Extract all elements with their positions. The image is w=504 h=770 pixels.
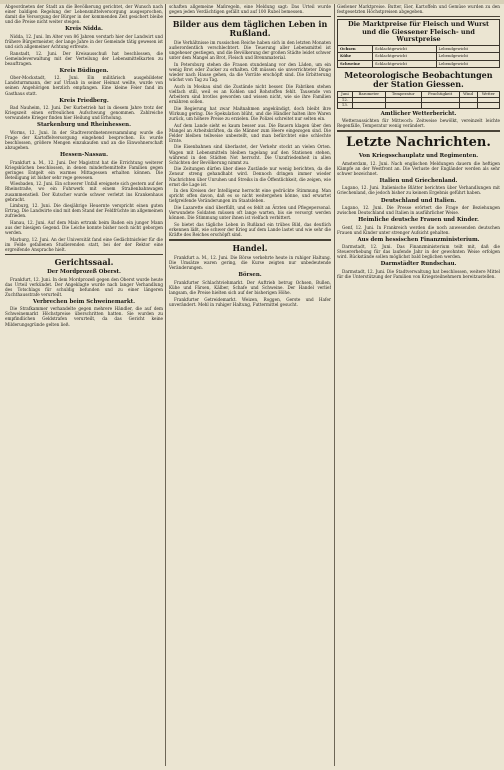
article-text: Lugano, 12. Juni. Italienische Blätter berichten über Verhandlungen mit Griechenland, die jedoch bisher zu keinem Ergebnis geführt haben. xyxy=(337,185,500,196)
article-text: Die Regierung hat zwar Maßnahmen angekündigt, doch bleibt ihre Wirkung gering. Die Spekulation blüht, und die Händler halten ihre Waren zurück, um höhere Preise zu erzielen. Die Polizei schreitet nur selten ein. xyxy=(169,105,331,121)
column-2 xyxy=(169,4,331,766)
table-cell: Schweine xyxy=(340,60,361,66)
article-text: Limburg, 12. Juni. Die diesjährige Heuernte verspricht einen guten Ertrag. Die Landwirte sind mit dem Stand der Feldfrüchte im allgemeinen zufrieden. xyxy=(5,203,163,219)
subhead-darmstadt: Darmstädter Rundschau. xyxy=(380,261,457,268)
table-row xyxy=(338,60,499,68)
column-1 xyxy=(5,4,163,766)
table-cell: Juni xyxy=(338,92,353,97)
section-kreis-nidda: Kreis Nidda. xyxy=(65,26,103,33)
marktpreise-heading: Die Marktpreise für Fleisch und Wurst und die Giessener Fleisch- und Wurstpreise xyxy=(347,20,490,44)
section-divider xyxy=(337,16,500,17)
article-text: Darmstadt, 12. Juni. Die Stadtverwaltung hat beschlossen, weitere Mittel für die Unterstützung der Familien von Kriegsteilnehmern bereitzustellen. xyxy=(337,268,500,279)
article-text: Wiesbaden, 12. Juni. Ein schwerer Unfall ereignete sich gestern auf der Rheinstraße, wo ein Fuhrwerk mit einem Straßenbahnwagen zusammenstieß. Der Kutscher wurde schwer verletzt ins Krankenhaus gebracht. xyxy=(5,181,163,202)
article-text: Auch in Moskau sind die Zustände nicht besser. Die Fabriken stehen vielfach still, weil es an Kohlen und Rohstoffen fehlt. Tausende von Arbeitern sind brotlos geworden und wissen nicht, wie sie ihre Familien ernähren sollen. xyxy=(169,83,331,105)
table-row xyxy=(338,45,499,53)
letzte-nachrichten-heading: Letzte Nachrichten. xyxy=(346,135,491,151)
article-text: Frankfurt a. M., 12. Juni. Der Magistrat hat die Errichtung weiterer Kriegsküchen beschlossen, in denen minderbemittelte Familien gegen geringes Entgelt ein warmes Mittagessen erhalten können. Die Beteiligung ist bisher sehr rege gewesen. xyxy=(5,159,163,180)
column-3 xyxy=(337,4,500,766)
table-row xyxy=(338,103,500,108)
section-starkenburg: Starkenburg und Rheinhessen. xyxy=(37,122,131,129)
table-cell: 12. xyxy=(338,97,353,102)
section-kreis-friedberg: Kreis Friedberg. xyxy=(59,97,109,104)
table-cell: Wind xyxy=(459,92,477,97)
article-text: Die Eisenbahnen sind überlastet, der Verkehr stockt an vielen Orten. Wagen mit Lebensmitteln bleiben tagelang auf den Stationen stehen, während in den Städten Not herrscht. Die Unzufriedenheit in allen Schichten der Bevölkerung nimmt zu. xyxy=(169,144,331,165)
article-text: Worms, 12. Juni. In der Stadtverordnetenversammlung wurde die Frage der Kartoffelversorgung eingehend besprochen. Es wurde beschlossen, größere Mengen einzukaufen und an die Einwohnerschaft abzugeben. xyxy=(5,129,163,150)
table-cell xyxy=(421,103,459,108)
marktpreise-table xyxy=(337,19,500,68)
article-text: Die Zeitungen dürfen über diese Zustände nur wenig berichten, da die Zensur streng gehandhabt wird. Dennoch dringen immer wieder Nachrichten über Unruhen und Streiks in die Öffentlichkeit, die zeigen, wie ernst die Lage ist. xyxy=(169,166,331,187)
article-text: Marburg, 12. Juni. An der Universität fand eine Gedächtnisfeier für die im Felde gefallenen Studierenden statt, bei der der Rektor eine ergreifende Ansprache hielt. xyxy=(5,236,163,252)
table-cell xyxy=(352,103,385,108)
table-cell: Lebendgewicht xyxy=(436,46,500,53)
table-cell: Temperatur xyxy=(385,92,421,97)
article-text: In Petersburg stehen die Frauen stundenlang vor den Läden, um ein wenig Brot oder Zucker zu erhalten. Oft müssen sie unverrichteter Dinge wieder nach Hause gehen, da die Vorräte erschöpft sind. Die Erbitterung wächst von Tag zu Tag. xyxy=(169,62,331,83)
table-cell: Wetter xyxy=(477,92,499,97)
table-cell: 13. xyxy=(338,103,353,108)
section-gerichtssaal: Gerichtssaal. xyxy=(54,257,114,268)
table-cell: Schlachtgewicht xyxy=(372,46,436,53)
article-text: Frankfurter Schlachtviehmarkt. Der Auftrieb betrug Ochsen, Bullen, Kühe und Färsen, Kälber, Schafe und Schweine. Der Handel verlief langsam, die Preise hielten sich auf der bisherigen Höhe. xyxy=(169,279,331,295)
table-row xyxy=(338,52,499,60)
article-text: Amsterdam, 12. Juni. Nach englischen Meldungen dauern die heftigen Kämpfe an der Westfront an. Die Verluste der Engländer werden als sehr schwer bezeichnet. xyxy=(337,160,500,176)
article-text: Genf, 12. Juni. In Frankreich werden die noch anwesenden deutschen Frauen und Kinder unter strenger Aufsicht gehalten. xyxy=(337,224,500,235)
table-cell: Lebendgewicht xyxy=(436,61,500,68)
article-text: Wetteraussichten für Mittwoch: Zeitweise bewölkt, vereinzelt leichte Regenfälle, Temperatur wenig verändert. xyxy=(337,118,500,129)
article-text: Abgeordneten der Stadt an die Bevölkerung gerichtet, der Wunsch nach einer baldigen Regelung der Lebensmittelversorgung ausgesprochen, damit die Versorgung der Bürger in der kommenden Zeit gesichert bleibe und die Preise nicht weiter steigen. xyxy=(5,4,163,25)
article-text: Frankfurt, 12. Juni. In dem Mordprozeß gegen den Oberst wurde heute das Urteil verkündet. Der Angeklagte wurde nach langer Verhandlung des Totschlags für schuldig befunden und zu einer längeren Zuchthausstrafe verurteilt. xyxy=(5,276,163,297)
wasserstand-heading: Amtlicher Wetterbericht. xyxy=(380,110,457,117)
article-text: Lugano, 12. Juni. Die Presse erörtert die Frage der Beziehungen zwischen Deutschland und Italien in ausführlicher Weise. xyxy=(337,204,500,216)
subhead-boersen: Börsen. xyxy=(238,272,262,279)
subhead-verbrechen: Verbrechen beim Schweinemarkt. xyxy=(33,298,135,305)
subhead-mordprozess: Der Mordprozeß Oberst. xyxy=(47,269,121,276)
table-cell xyxy=(477,103,499,108)
meteo-heading: Meteorologische Beobachtungen der Station Giessen. xyxy=(344,70,493,90)
article-text: Ober-Mockstadt, 12. Juni. Ein militärisch ausgebildeter Landsturmmann, der auf Urlaub in seiner Heimat weilte, wurde von seinen Angehörigen herzlich empfangen. Eine kleine Feier fand im Gasthaus statt. xyxy=(5,75,163,96)
table-cell: Schlachtgewicht xyxy=(372,61,436,68)
article-text: Hanau, 12. Juni. Auf dem Main ertrank beim Baden ein junger Mann aus der hiesigen Gegend. Die Leiche konnte bisher noch nicht geborgen werden. xyxy=(5,220,163,236)
meteo-table xyxy=(337,91,500,108)
table-cell xyxy=(459,103,477,108)
subhead-kriegsschauplatz: Von Kriegsschauplatz und Regimenten. xyxy=(358,153,479,160)
table-cell: Schlachtgewicht xyxy=(372,53,436,60)
table-cell: Feuchtigkeit xyxy=(421,92,459,97)
article-text: Auf dem Lande sieht es kaum besser aus. Die Bauern klagen über den Mangel an Arbeitskräften, da die Männer zum Heere eingezogen sind. Die Felder bleiben teilweise unbestellt, und man befürchtet eine schlechte Ernte. xyxy=(169,122,331,143)
section-divider xyxy=(169,16,331,17)
table-cell: Barometer xyxy=(352,92,385,97)
article-text: Die Verhältnisse im russischen Reiche haben sich in den letzten Monaten außerordentlich verschlechtert. Die Teuerung aller Lebensmittel ist ungeheuer gestiegen, und die Bevölkerung der großen Städte leidet schwer unter dem Mangel an Brot, Fleisch und Brennmaterial. xyxy=(169,40,331,61)
table-cell xyxy=(385,103,421,108)
article-text: Frankfurt a. M., 12. Juni. Die Börse verkehrte heute in ruhiger Haltung. Die Umsätze waren gering, die Kurse zeigten nur unbedeutende Veränderungen. xyxy=(169,255,331,271)
section-divider xyxy=(5,254,163,255)
article-text: In den Kreisen der Intelligenz herrscht eine gedrückte Stimmung. Man spricht offen davon, daß es so nicht weitergehen könne, und erwartet tiefgreifende Veränderungen im Staatsleben. xyxy=(169,188,331,204)
article-text: schaften allgemeine Maßregeln, eine Meldung sagt: Das Urteil wurde gegen jeden Verdächtigen gefällt und auf 100 Rubel bemessen. xyxy=(169,4,331,15)
section-divider xyxy=(337,130,500,132)
article-text: Gießener Marktpreise. Butter, Eier, Kartoffeln und Gemüse wurden zu den festgesetzten Höchstpreisen abgegeben. xyxy=(337,4,500,15)
subhead-italien: Italien und Griechenland. xyxy=(379,177,458,184)
article-text: Bad Nauheim, 12. Juni. Der Kurbetrieb hat in diesem Jahre trotz der Kriegszeit einen erfreulichen Aufschwung genommen. Zahlreiche verwundete Krieger finden hier Heilung und Erholung. xyxy=(5,105,163,121)
table-cell: Kühe xyxy=(340,53,352,59)
heading-bilder-russland: Bilder aus dem täglichen Leben in Rußland. xyxy=(172,19,328,39)
section-divider xyxy=(169,239,331,241)
subhead-hessische: Aus dem hessischen Finanzministerium. xyxy=(357,236,480,243)
subhead-frankreich: Heimliche deutsche Frauen und Kinder. xyxy=(358,217,479,224)
article-text: So bietet das tägliche Leben in Rußland ein trübes Bild, das deutlich erkennen läßt, wie schwer der Krieg auf dem Lande lastet und wie sehr die Kräfte des Reiches erschöpft sind. xyxy=(169,221,331,237)
column-rule xyxy=(334,4,335,766)
article-text: Ranstadt, 12. Juni. Der Kreisausschuß hat beschlossen, die Gemeindeverwaltung mit der Verteilung der Lebensmittelkarten zu beauftragen. xyxy=(5,50,163,66)
subhead-deutschland: Deutschland und Italien. xyxy=(380,197,457,204)
column-rule xyxy=(165,4,166,766)
article-text: Die Strafkammer verhandelte gegen mehrere Händler, die auf dem Schweinemarkt Höchstpreise überschritten hatten. Sie wurden zu empfindlichen Geldstrafen verurteilt, da das Gericht keine Milderungsgründe gelten ließ. xyxy=(5,306,163,327)
heading-handel: Handel. xyxy=(232,243,268,254)
article-text: Darmstadt, 12. Juni. Das Finanzministerium teilt mit, daß die Steuererhebung für das laufende Jahr in der gewohnten Weise erfolgen wird. Rückstände sollen möglichst bald beglichen werden. xyxy=(337,244,500,260)
table-cell: Ochsen xyxy=(340,45,356,51)
article-text: Frankfurter Getreidemarkt. Weizen, Roggen, Gerste und Hafer unverändert. Mehl in ruhiger Haltung, Futtermittel gesucht. xyxy=(169,296,331,307)
article-text: Die Lazarette sind überfüllt, und es fehlt an Ärzten und Pflegepersonal. Verwundete Soldaten müssen oft lange warten, bis sie versorgt werden können. Die Stimmung unter ihnen ist vielfach verbittert. xyxy=(169,205,331,221)
table-cell: Lebendgewicht xyxy=(436,53,500,60)
section-hessen-nassau: Hessen-Nassau. xyxy=(60,152,108,159)
article-text: Nidda, 12. Juni. Im Alter von 86 Jahren verstarb hier der Landwirt und frühere Bürgermeister, der lange Jahre in der Gemeinde tätig gewesen ist und sich allgemeiner Achtung erfreute. xyxy=(5,33,163,49)
section-kreis-buedingen: Kreis Büdingen. xyxy=(59,67,109,74)
